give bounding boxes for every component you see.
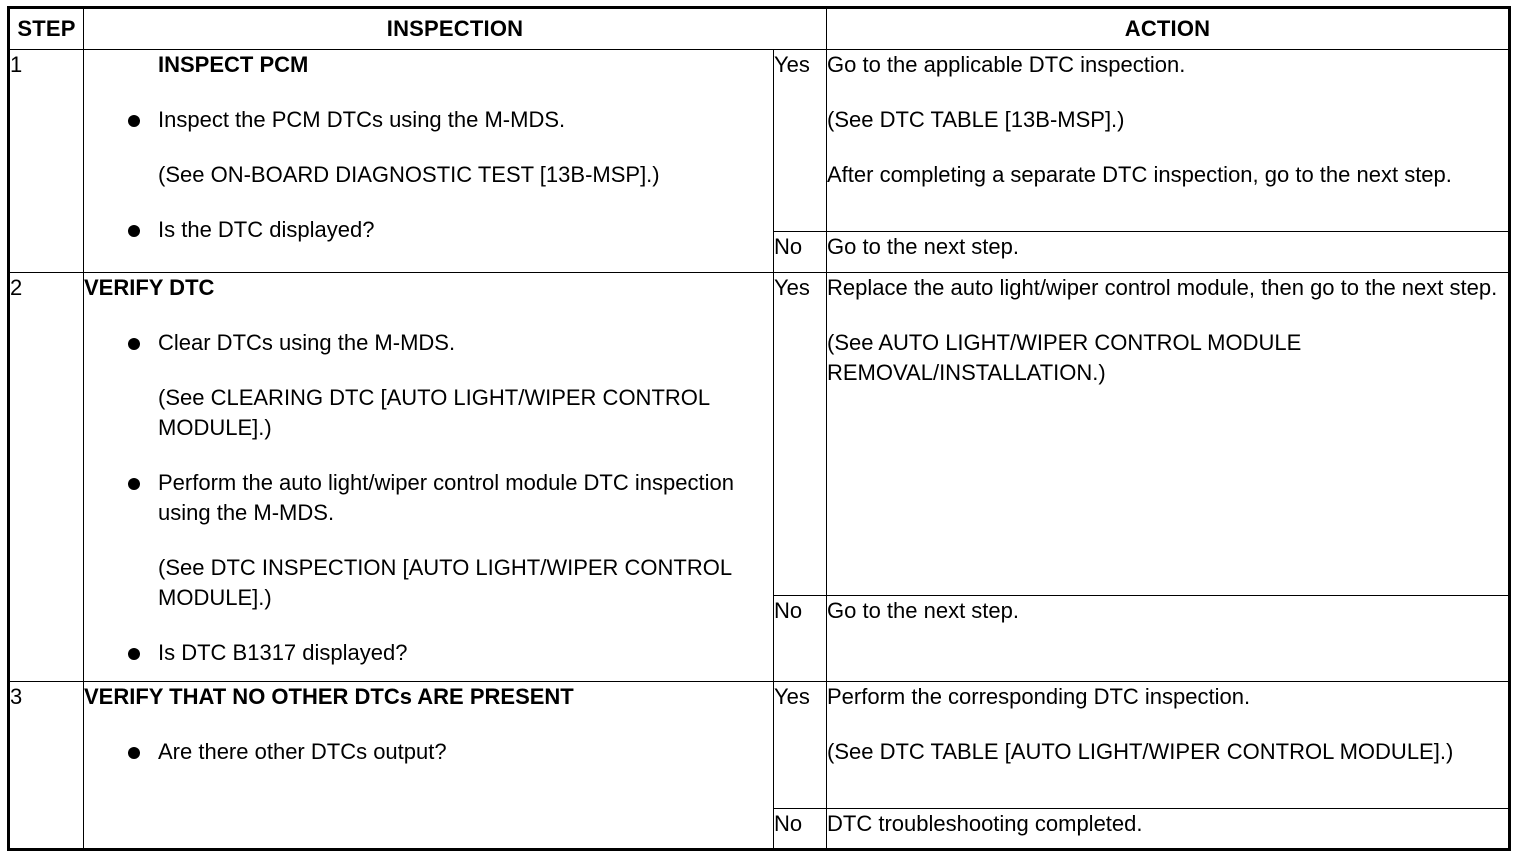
yes-label: Yes (774, 682, 827, 809)
no-label: No (774, 596, 827, 682)
step-inspection (84, 50, 774, 273)
no-action (827, 232, 1510, 273)
bullet-dot-icon (128, 478, 140, 490)
action-text: Go to the next step. (827, 234, 1020, 259)
inspection-bullet (84, 328, 773, 358)
action-text: DTC troubleshooting completed. (827, 811, 1143, 836)
action-text: Go to the applicable DTC inspection. (827, 52, 1186, 77)
bullet-dot-icon (128, 225, 140, 237)
action-reference: (See AUTO LIGHT/WIPER CONTROL MODULE REMOVAL/INSTALLATION.) (827, 330, 1302, 385)
step-title: VERIFY DTC (84, 275, 215, 300)
inspection-bullet (84, 737, 773, 767)
action-text: Perform the corresponding DTC inspection. (827, 684, 1251, 709)
bullet-text: Inspect the PCM DTCs using the M-MDS. (158, 107, 566, 132)
action-text: Go to the next step. (827, 598, 1020, 623)
bullet-text: Is the DTC displayed? (158, 217, 375, 242)
yes-action (827, 50, 1510, 232)
inspection-reference: (See CLEARING DTC [AUTO LIGHT/WIPER CONTROL MODULE].) (158, 385, 710, 440)
step-2-yes-row (9, 273, 1510, 596)
step-3-yes-row (9, 682, 1510, 809)
yes-label: Yes (774, 273, 827, 596)
inspection-bullet (84, 638, 773, 668)
step-number: 1 (9, 50, 84, 273)
step-inspection (84, 682, 774, 850)
yes-label: Yes (774, 50, 827, 232)
troubleshooting-table (7, 6, 1511, 851)
header-action: ACTION (827, 8, 1510, 50)
header-inspection: INSPECTION (84, 8, 827, 50)
no-label: No (774, 809, 827, 850)
inspection-bullet (84, 468, 773, 528)
bullet-text: Clear DTCs using the M-MDS. (158, 330, 456, 355)
no-action (827, 809, 1510, 850)
bullet-dot-icon (128, 115, 140, 127)
step-title: VERIFY THAT NO OTHER DTCs ARE PRESENT (84, 684, 574, 709)
step-number: 3 (9, 682, 84, 850)
header-row (9, 8, 1510, 50)
bullet-dot-icon (128, 747, 140, 759)
yes-action (827, 273, 1510, 596)
inspection-reference: (See DTC INSPECTION [AUTO LIGHT/WIPER CONTROL MODULE].) (158, 555, 732, 610)
no-label: No (774, 232, 827, 273)
inspection-reference: (See ON-BOARD DIAGNOSTIC TEST [13B-MSP].) (158, 162, 660, 187)
bullet-dot-icon (128, 338, 140, 350)
action-reference: (See DTC TABLE [13B-MSP].) (827, 107, 1125, 132)
bullet-dot-icon (128, 648, 140, 660)
step-inspection (84, 273, 774, 682)
step-1-yes-row (9, 50, 1510, 232)
step-title: INSPECT PCM (158, 52, 309, 77)
bullet-text: Are there other DTCs output? (158, 739, 447, 764)
header-step: STEP (9, 8, 84, 50)
action-text: Replace the auto light/wiper control module, then go to the next step. (827, 275, 1498, 300)
no-action (827, 596, 1510, 682)
step-number: 2 (9, 273, 84, 682)
action-text: After completing a separate DTC inspection, go to the next step. (827, 162, 1452, 187)
action-reference: (See DTC TABLE [AUTO LIGHT/WIPER CONTROL MODULE].) (827, 739, 1454, 764)
bullet-text: Is DTC B1317 displayed? (158, 640, 408, 665)
inspection-bullet (84, 105, 773, 135)
inspection-bullet (84, 215, 773, 245)
bullet-text: Perform the auto light/wiper control module DTC inspection using the M-MDS. (158, 470, 734, 525)
yes-action (827, 682, 1510, 809)
